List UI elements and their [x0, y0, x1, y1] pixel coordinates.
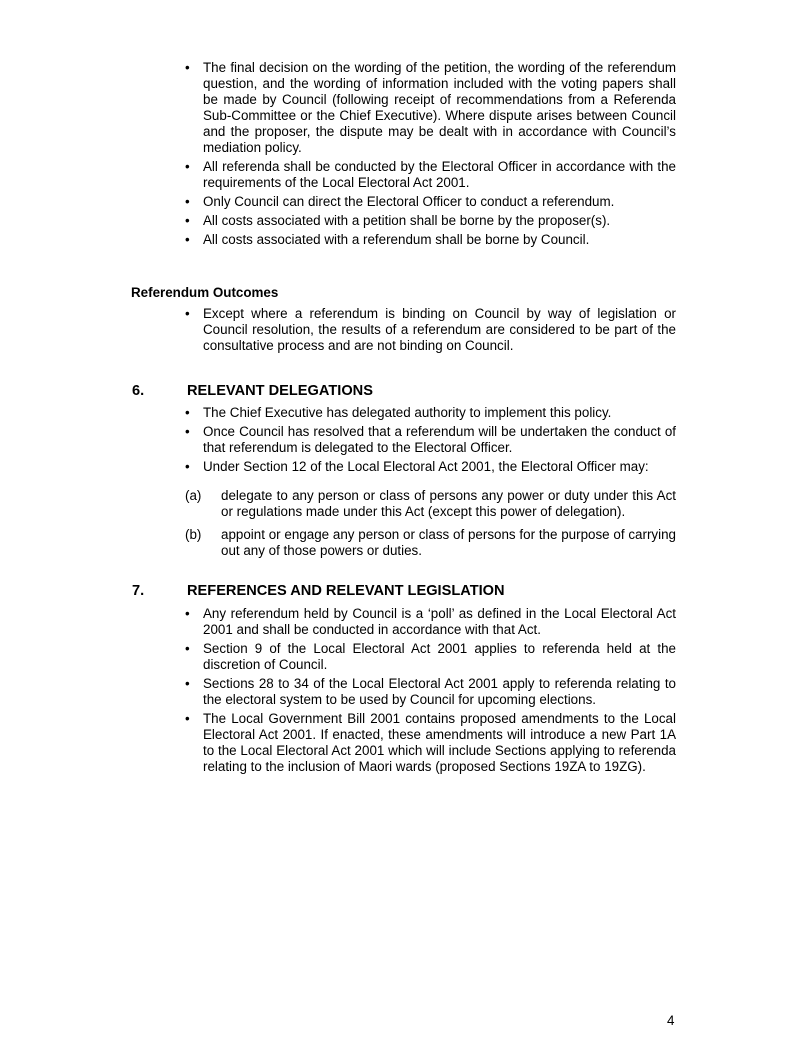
delegation-subitems	[185, 488, 676, 566]
section-6-bullets	[185, 405, 676, 478]
subitem-label: (a)	[185, 488, 202, 503]
subitem: (b) appoint or engage any person or class of persons for the purpose of carrying out any of those powers or duties.	[185, 527, 676, 558]
bullet-icon: •	[185, 213, 190, 228]
section-7-heading	[132, 583, 505, 599]
bullet-item: • Section 9 of the Local Electoral Act 2001 applies to referenda held at the discretion of Council.	[185, 641, 676, 672]
bullet-item: • All referenda shall be conducted by the Electoral Officer in accordance with the requirements of the Local Electoral Act 2001.	[185, 159, 676, 190]
section-title: RELEVANT DELEGATIONS	[187, 383, 373, 399]
bullet-icon: •	[185, 232, 190, 247]
bullet-item: • Only Council can direct the Electoral Officer to conduct a referendum.	[185, 194, 615, 209]
subitem: (a) delegate to any person or class of persons any power or duty under this Act or regulations made under this Act (except this power of delegation).	[185, 488, 676, 519]
bullet-item: • The Local Government Bill 2001 contains proposed amendments to the Local Electoral Act 2001. If enacted, these amendments will introduce a new Part 1A to the Local Electoral Act 2001 which will include Sections applying to referenda relating to the inclusion of Maori wards (proposed Sections 19ZA to 19ZG).	[185, 711, 676, 774]
section-number: 6.	[132, 383, 145, 399]
bullet-icon: •	[185, 711, 190, 726]
bullet-item: • All costs associated with a petition shall be borne by the proposer(s).	[185, 213, 611, 228]
section-number: 7.	[132, 583, 145, 599]
bullet-icon: •	[185, 194, 190, 209]
referendum-outcomes-heading: Referendum Outcomes	[131, 285, 279, 300]
bullet-icon: •	[185, 405, 190, 420]
outcomes-bullets	[185, 306, 676, 357]
bullet-item: • The final decision on the wording of the petition, the wording of the referendum question, and the wording of information included with the voting papers shall be made by Council (following receipt of recommendations from a Referenda Sub-Committee or the Chief Executive). Where dispute arises between Council and the proposer, the dispute may be dealt with in accordance with Council’s mediation policy.	[185, 60, 676, 155]
bullet-item: • Any referendum held by Council is a ‘poll’ as defined in the Local Electoral Act 2001 and shall be conducted in accordance with that Act.	[185, 606, 676, 637]
bullet-icon: •	[185, 459, 190, 474]
section-title: REFERENCES AND RELEVANT LEGISLATION	[187, 583, 505, 599]
bullet-item: • Sections 28 to 34 of the Local Electoral Act 2001 apply to referenda relating to the electoral system to be used by Council for upcoming elections.	[185, 676, 676, 707]
section-6-heading	[132, 383, 373, 399]
bullet-item: • The Chief Executive has delegated authority to implement this policy.	[185, 405, 612, 420]
bullet-icon: •	[185, 306, 190, 321]
bullet-icon: •	[185, 424, 190, 439]
bullet-item: • All costs associated with a referendum shall be borne by Council.	[185, 232, 590, 247]
bullet-icon: •	[185, 676, 190, 691]
bullet-item: • Under Section 12 of the Local Electoral Act 2001, the Electoral Officer may:	[185, 459, 649, 474]
subitem-label: (b)	[185, 527, 202, 542]
section-7-bullets	[185, 606, 676, 778]
bullet-icon: •	[185, 641, 190, 656]
bullet-icon: •	[185, 159, 190, 174]
bullet-item: • Except where a referendum is binding on Council by way of legislation or Council resolution, the results of a referendum are considered to be part of the consultative process and are not binding on Council.	[185, 306, 676, 353]
bullet-icon: •	[185, 606, 190, 621]
page-number: 4	[667, 1013, 675, 1028]
policy-bullets	[185, 60, 676, 251]
bullet-icon: •	[185, 60, 190, 75]
bullet-item: • Once Council has resolved that a referendum will be undertaken the conduct of that referendum is delegated to the Electoral Officer.	[185, 424, 676, 455]
